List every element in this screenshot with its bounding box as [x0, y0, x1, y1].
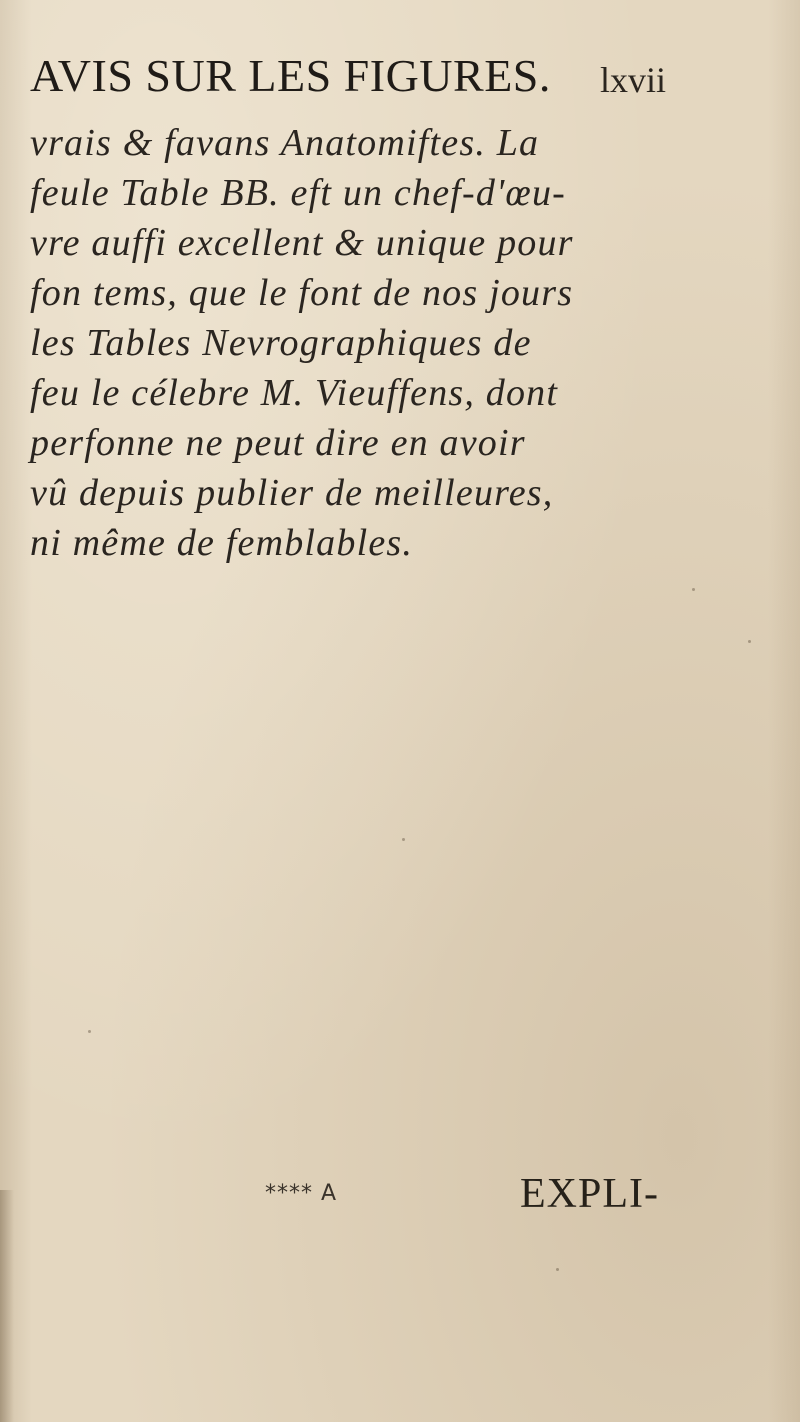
signature-mark — [265, 1174, 337, 1214]
paper-speck — [748, 640, 751, 643]
text-line: vrais & favans Anatomiftes. La — [30, 122, 540, 164]
body-paragraph — [30, 118, 770, 568]
signature-letter: A — [321, 1181, 338, 1206]
text-line: fon tems, que le font de nos jours — [30, 272, 574, 314]
signature-stars: **** — [265, 1181, 313, 1206]
text-line: vre auffi excellent & unique pour — [30, 222, 574, 264]
page-footer — [0, 1168, 800, 1228]
paper-speck — [88, 1030, 91, 1033]
paper-speck — [556, 1268, 559, 1271]
text-line: perfonne ne peut dire en avoir — [30, 422, 526, 464]
running-title: AVIS SUR LES FIGURES. — [30, 50, 551, 101]
text-line: vû depuis publier de meilleures, — [30, 472, 554, 514]
text-line: les Tables Nevrographiques de — [30, 322, 532, 364]
catchword: EXPLI- — [520, 1171, 659, 1217]
page-header — [30, 46, 770, 106]
paper-speck — [692, 588, 695, 591]
text-line: feu le célebre M. Vieuffens, dont — [30, 372, 559, 414]
paper-speck — [402, 838, 405, 841]
paper-edge-shadow — [0, 1190, 14, 1422]
text-line: feule Table BB. eft un chef-d'œu- — [30, 172, 566, 214]
page-number: lxvii — [600, 60, 667, 100]
text-line: ni même de femblables. — [30, 522, 414, 564]
